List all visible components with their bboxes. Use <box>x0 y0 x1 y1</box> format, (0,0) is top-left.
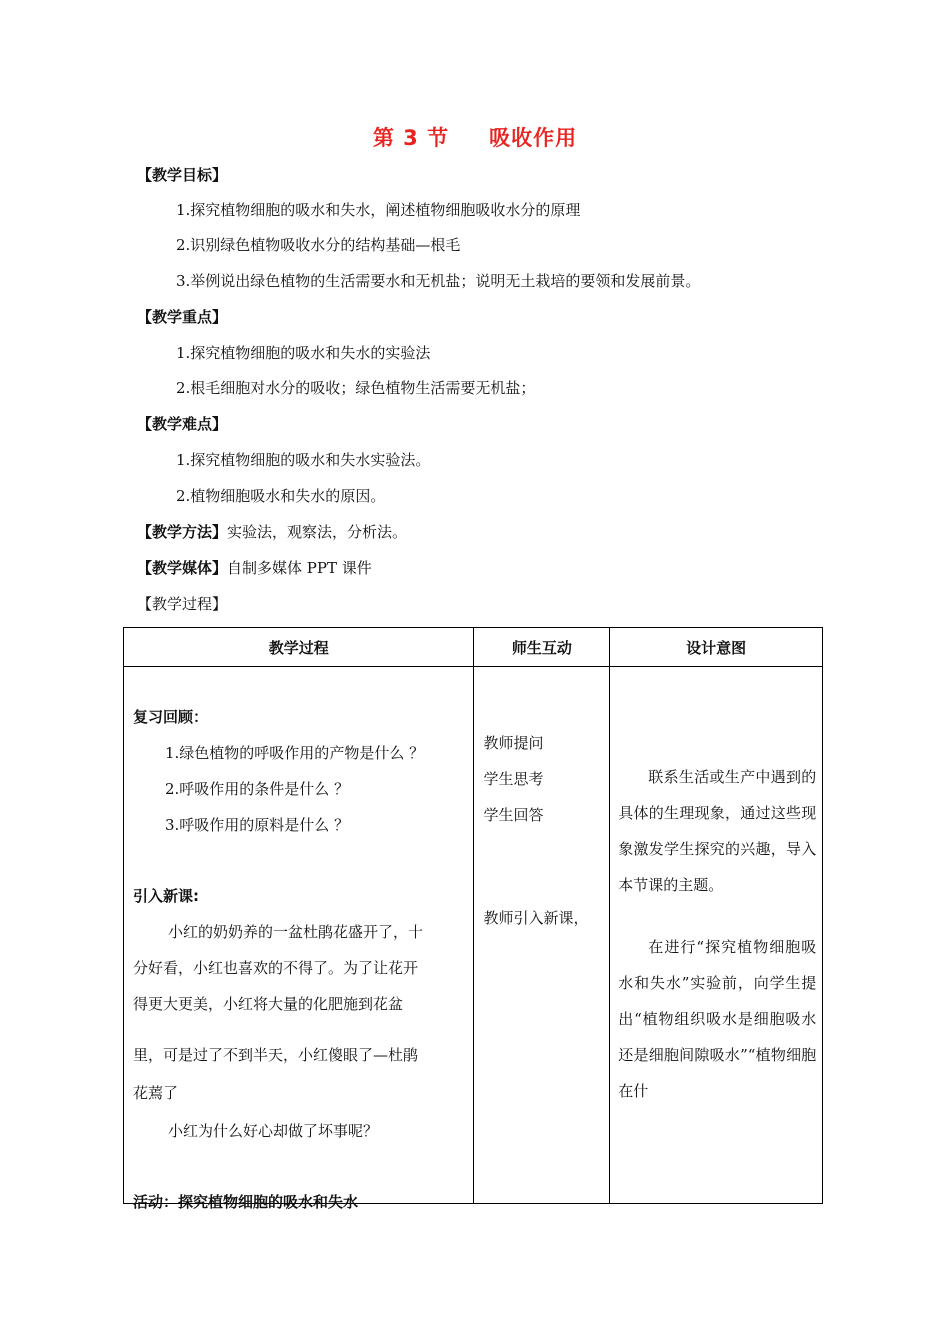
objective-item: 1.探究植物细胞的吸水和失水，阐述植物细胞吸收水分的原理 <box>176 201 581 219</box>
difficulty-item: 2.植物细胞吸水和失水的原因。 <box>176 487 386 505</box>
process-label: 【教学过程】 <box>137 595 228 613</box>
media-line <box>137 558 372 578</box>
header-interaction: 师生互动 <box>474 628 610 667</box>
intent-text <box>618 759 816 1109</box>
key-points-heading: 【教学重点】 <box>137 308 228 326</box>
review-item: 3.呼吸作用的原料是什么 ？ <box>165 816 350 834</box>
methods-heading: 【教学方法】 <box>137 523 228 541</box>
methods-text: 实验法，观察法，分析法。 <box>227 523 408 541</box>
header-intent: 设计意图 <box>610 628 823 667</box>
objective-item: 2.识别绿色植物吸收水分的结构基础—根毛 <box>176 236 461 254</box>
title-name: 吸收作用 <box>489 126 578 150</box>
teaching-process-table <box>123 627 823 1211</box>
difficulties-heading: 【教学难点】 <box>137 415 228 433</box>
story-question: 小红为什么好心却做了坏事呢？ <box>168 1122 379 1140</box>
media-text: 自制多媒体 PPT 课件 <box>227 559 372 577</box>
intent-paragraph: 联系生活或生产中遇到的具体的生理现象，通过这些现象激发学生探究的兴趣，导入本节课的主题。 <box>618 768 817 894</box>
intent-cell <box>610 667 823 1204</box>
review-item: 2.呼吸作用的条件是什么 ？ <box>165 780 350 798</box>
intent-paragraph: 在进行“探究植物细胞吸水和失水”实验前，向学生提出“植物组织吸水是细胞吸水还是细胞间隙吸水”“植物细胞在什 <box>618 938 817 1100</box>
difficulty-item: 1.探究植物细胞的吸水和失水实验法。 <box>176 451 431 469</box>
page-title <box>0 122 950 152</box>
header-process: 教学过程 <box>124 628 474 667</box>
intro-heading: 引入新课: <box>133 887 199 905</box>
story-line: 里，可是过了不到半天，小红傻眼了—杜鹃 <box>133 1046 419 1064</box>
objective-item: 3.举例说出绿色植物的生活需要水和无机盐；说明无土栽培的要领和发展前景。 <box>176 272 701 290</box>
key-point-item: 1.探究植物细胞的吸水和失水的实验法 <box>176 344 431 362</box>
interaction-cell <box>474 667 610 1204</box>
media-heading: 【教学媒体】 <box>137 559 228 577</box>
process-cell <box>124 667 474 1211</box>
activity-heading: 活动：探究植物细胞的吸水和失水 <box>133 1193 359 1211</box>
story-line: 小红的奶奶养的一盆杜鹃花盛开了，十 <box>168 923 424 941</box>
table-header-row <box>124 628 823 667</box>
story-line: 分好看，小红也喜欢的不得了。为了让花开 <box>133 959 419 977</box>
story-line: 得更大更美，小红将大量的化肥施到花盆 <box>133 995 404 1013</box>
review-item: 1.绿色植物的呼吸作用的产物是什么 ？ <box>165 744 425 762</box>
interaction-item: 学生思考 <box>483 770 544 788</box>
objectives-heading: 【教学目标】 <box>137 166 228 184</box>
review-heading: 复习回顾： <box>133 708 209 726</box>
key-point-item: 2.根毛细胞对水分的吸收；绿色植物生活需要无机盐； <box>176 379 536 397</box>
interaction-item: 教师引入新课， <box>483 909 589 927</box>
table-row <box>124 667 823 1204</box>
methods-line <box>137 522 407 542</box>
interaction-item: 学生回答 <box>483 806 544 824</box>
title-section: 第 3 节 <box>372 126 450 150</box>
interaction-item: 教师提问 <box>483 734 544 752</box>
story-line: 花蔫了 <box>133 1084 179 1102</box>
